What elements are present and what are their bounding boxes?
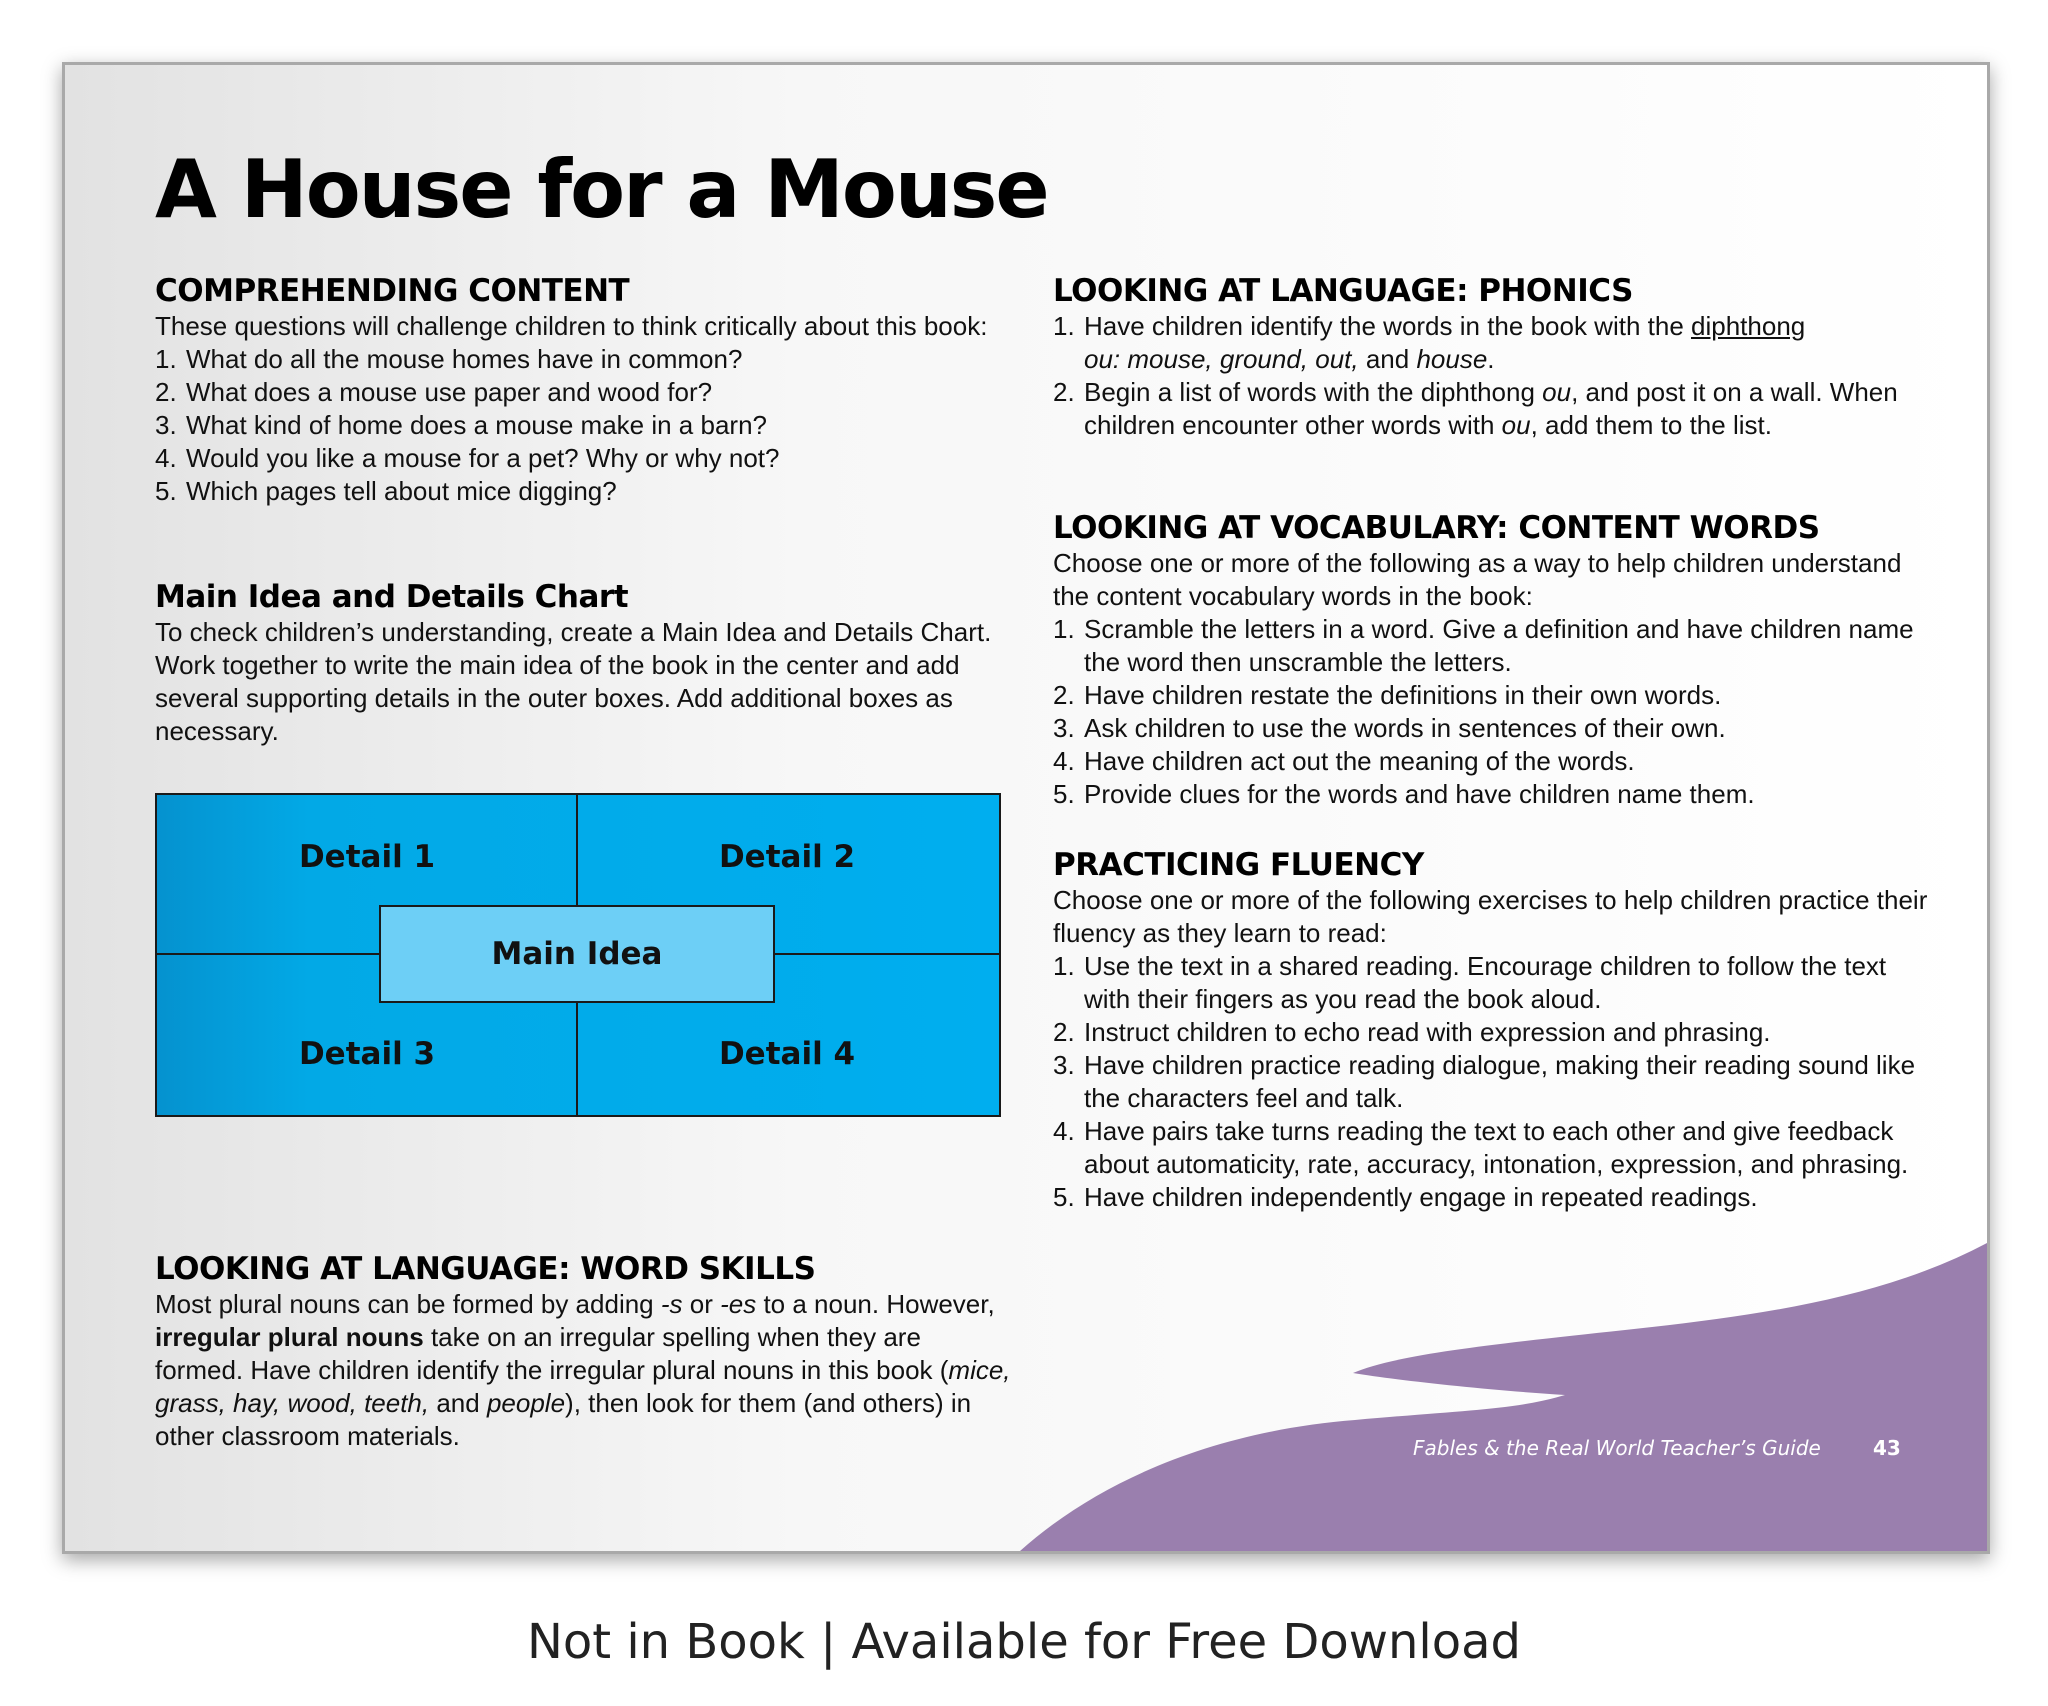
list-item: 2. Begin a list of words with the diphthong ou, and post it on a wall. When children encounter other words with ou, add them to the list. xyxy=(1053,377,1898,440)
main-idea-body: To check children’s understanding, create a Main Idea and Details Chart. Work together to write the main idea of the book in the center and add several supporting details in the outer boxes. Add additional boxes as necessary. xyxy=(155,617,992,746)
vocabulary-list xyxy=(1053,613,1933,811)
list-item: 1. Use the text in a shared reading. Encourage children to follow the text with their fingers as you read the book aloud. xyxy=(1053,951,1887,1014)
comprehending-section xyxy=(155,272,1015,508)
page-number: 43 xyxy=(1873,1436,1901,1460)
vocabulary-heading: LOOKING AT VOCABULARY: CONTENT WORDS xyxy=(1053,510,1820,546)
detail-4-label: Detail 4 xyxy=(718,1036,856,1072)
list-item: 3. Have children practice reading dialogue, making their reading sound like the characters feel and talk. xyxy=(1053,1050,1916,1113)
footer-guide-title: Fables & the Real World Teacher’s Guide xyxy=(1413,1436,1821,1460)
list-item: 5. Which pages tell about mice digging? xyxy=(155,476,617,506)
list-item: 2. What does a mouse use paper and wood for? xyxy=(155,377,713,407)
list-item: 5. Have children independently engage in repeated readings. xyxy=(1053,1182,1758,1212)
list-item: 1. Have children identify the words in the book with the diphthong ou: mouse, ground, out, and house. xyxy=(1053,311,1806,374)
list-item: 2. Have children restate the definitions in their own words. xyxy=(1053,680,1722,710)
phonics-heading: LOOKING AT LANGUAGE: PHONICS xyxy=(1053,273,1633,309)
list-item: 4. Would you like a mouse for a pet? Why or why not? xyxy=(155,443,780,473)
fluency-intro: Choose one or more of the following exercises to help children practice their fluency as they learn to read: xyxy=(1053,885,1928,948)
fluency-heading: PRACTICING FLUENCY xyxy=(1053,847,1424,883)
vocabulary-section xyxy=(1053,509,1933,811)
fluency-section xyxy=(1053,846,1933,1214)
main-idea-heading: Main Idea and Details Chart xyxy=(155,579,629,615)
word-skills-body: Most plural nouns can be formed by adding -s or -es to a noun. However, irregular plural nouns take on an irregular spelling when they are formed. Have children identify the irregular plural nouns in this book (mice, grass, hay, wood, teeth, and people), then look for them (and others) in other classroom materials. xyxy=(155,1289,1011,1451)
detail-3-label: Detail 3 xyxy=(298,1036,436,1072)
page-title: A House for a Mouse xyxy=(155,143,1048,236)
comprehending-intro: These questions will challenge children to think critically about this book: xyxy=(155,311,988,341)
word-skills-section xyxy=(155,1250,1015,1453)
main-idea-details-chart xyxy=(155,793,1001,1117)
download-banner: Not in Book | Available for Free Download xyxy=(526,1614,1521,1670)
comprehending-heading: COMPREHENDING CONTENT xyxy=(155,273,630,309)
list-item: 1. What do all the mouse homes have in common? xyxy=(155,344,743,374)
vocabulary-intro: Choose one or more of the following as a way to help children understand the content vocabulary words in the book: xyxy=(1053,548,1902,611)
list-item: 4. Have pairs take turns reading the text to each other and give feedback about automaticity, rate, accuracy, intonation, expression, and phrasing. xyxy=(1053,1116,1909,1179)
detail-1-label: Detail 1 xyxy=(298,839,436,875)
list-item: 3. Ask children to use the words in sentences of their own. xyxy=(1053,713,1726,743)
diphthong-term: diphthong xyxy=(1691,311,1806,341)
worksheet-page xyxy=(62,62,1990,1554)
word-skills-heading: LOOKING AT LANGUAGE: WORD SKILLS xyxy=(155,1251,816,1287)
list-item: 1. Scramble the letters in a word. Give a definition and have children name the word then unscramble the letters. xyxy=(1053,614,1914,677)
list-item: 3. What kind of home does a mouse make in a barn? xyxy=(155,410,767,440)
phonics-section xyxy=(1053,272,1933,442)
main-idea-label: Main Idea xyxy=(491,936,663,972)
main-idea-section xyxy=(155,578,1015,748)
detail-2-label: Detail 2 xyxy=(718,839,856,875)
comprehending-list xyxy=(155,343,1015,508)
list-item: 5. Provide clues for the words and have children name them. xyxy=(1053,779,1755,809)
list-item: 4. Have children act out the meaning of the words. xyxy=(1053,746,1635,776)
phonics-list xyxy=(1053,310,1933,442)
fluency-list xyxy=(1053,950,1933,1214)
list-item: 2. Instruct children to echo read with expression and phrasing. xyxy=(1053,1017,1771,1047)
